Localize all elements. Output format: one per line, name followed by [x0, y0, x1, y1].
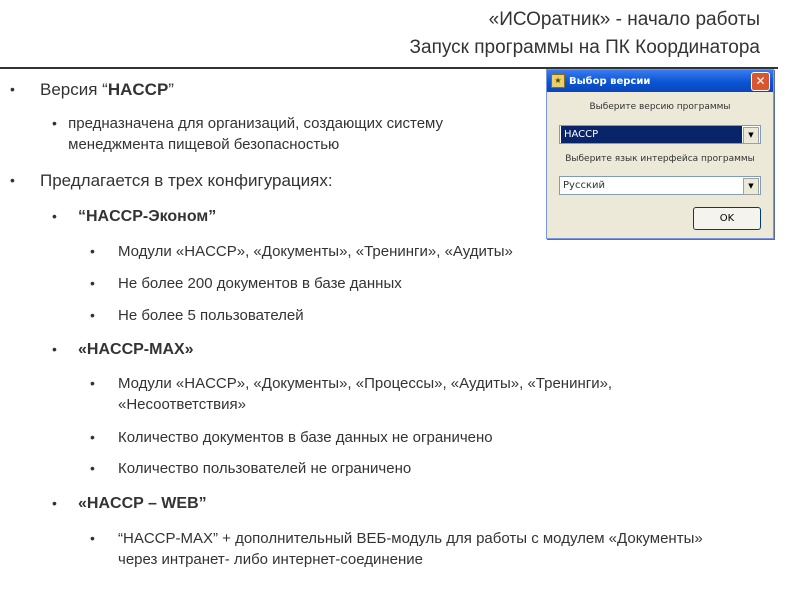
bullet-configs [10, 170, 333, 192]
config-max-item [90, 458, 411, 479]
bullet-dot: • [90, 275, 95, 291]
language-select-value: Русский [563, 180, 605, 191]
chevron-down-icon[interactable]: ▼ [743, 127, 759, 144]
config-max-item-text: Количество документов в базе данных не ограничено [118, 429, 493, 446]
bullet-dot: • [52, 115, 57, 131]
chevron-down-icon[interactable]: ▼ [743, 178, 759, 195]
config-web-title [52, 493, 207, 514]
config-econom-item-text: Не более 5 пользователей [118, 307, 304, 324]
bullet-dot: • [52, 495, 57, 511]
version-suffix: ” [168, 80, 174, 99]
config-web-item [90, 528, 710, 570]
app-icon: ★ [551, 74, 565, 88]
config-econom-title [52, 206, 216, 227]
ok-button[interactable]: OK [693, 207, 761, 230]
config-max-title [52, 339, 194, 360]
config-web-item-text: “HACCP-MAX” + дополнительный ВЕБ-модуль для работы с модулем «Документы» через интранет- либо интернет-соединение [118, 530, 703, 568]
slide-title-block [410, 6, 760, 62]
bullet-purpose [52, 113, 472, 155]
bullet-dot: • [10, 172, 15, 188]
version-dialog [546, 69, 774, 239]
bullet-purpose-text: предназначена для организаций, создающих систему менеджмента пищевой безопасностью [68, 115, 444, 153]
version-label: Выберите версию программы [589, 102, 731, 112]
close-icon[interactable]: ✕ [751, 72, 770, 91]
bullet-dot: • [90, 460, 95, 476]
version-select[interactable] [559, 125, 761, 144]
language-select[interactable] [559, 176, 761, 195]
bullet-dot: • [52, 208, 57, 224]
bullet-dot: • [90, 530, 95, 546]
config-max-item-text: Количество пользователей не ограничено [118, 460, 412, 477]
version-name: HACCP [107, 80, 169, 99]
dialog-titlebar[interactable] [547, 70, 773, 92]
bullet-dot: • [90, 429, 95, 445]
slide-title: «ИСОратник» - начало работы [488, 9, 760, 30]
version-select-value: HACCP [561, 126, 742, 143]
config-econom-item [90, 305, 304, 326]
config-econom-item [90, 241, 513, 262]
config-web-label: «HACCP – WEB” [78, 495, 207, 512]
bullet-dot: • [52, 341, 57, 357]
bullet-version-text [40, 79, 174, 101]
config-econom-label: “HACCP-Эконом” [78, 208, 217, 225]
bullet-dot: • [90, 243, 95, 259]
slide-subtitle: Запуск программы на ПК Координатора [409, 37, 760, 58]
config-econom-item-text: Модули «HACCP», «Документы», «Тренинги», «Аудиты» [118, 243, 513, 260]
dialog-title: Выбор версии [569, 75, 651, 87]
language-label: Выберите язык интерфейса программы [565, 154, 755, 164]
bullet-dot: • [10, 81, 15, 97]
config-max-item [90, 427, 493, 448]
config-econom-item [90, 273, 402, 294]
config-max-item [90, 373, 710, 415]
bullet-dot: • [90, 307, 95, 323]
config-max-label: «HACCP-MAX» [78, 341, 194, 358]
bullet-dot: • [90, 375, 95, 391]
bullet-configs-text: Предлагается в трех конфигурациях: [40, 171, 333, 190]
version-prefix: Версия “ [40, 80, 108, 99]
config-max-item-text: Модули «HACCP», «Документы», «Процессы», «Аудиты», «Тренинги», «Несоответствия» [118, 375, 613, 413]
config-econom-item-text: Не более 200 документов в базе данных [118, 275, 402, 292]
bullet-version [10, 79, 174, 101]
